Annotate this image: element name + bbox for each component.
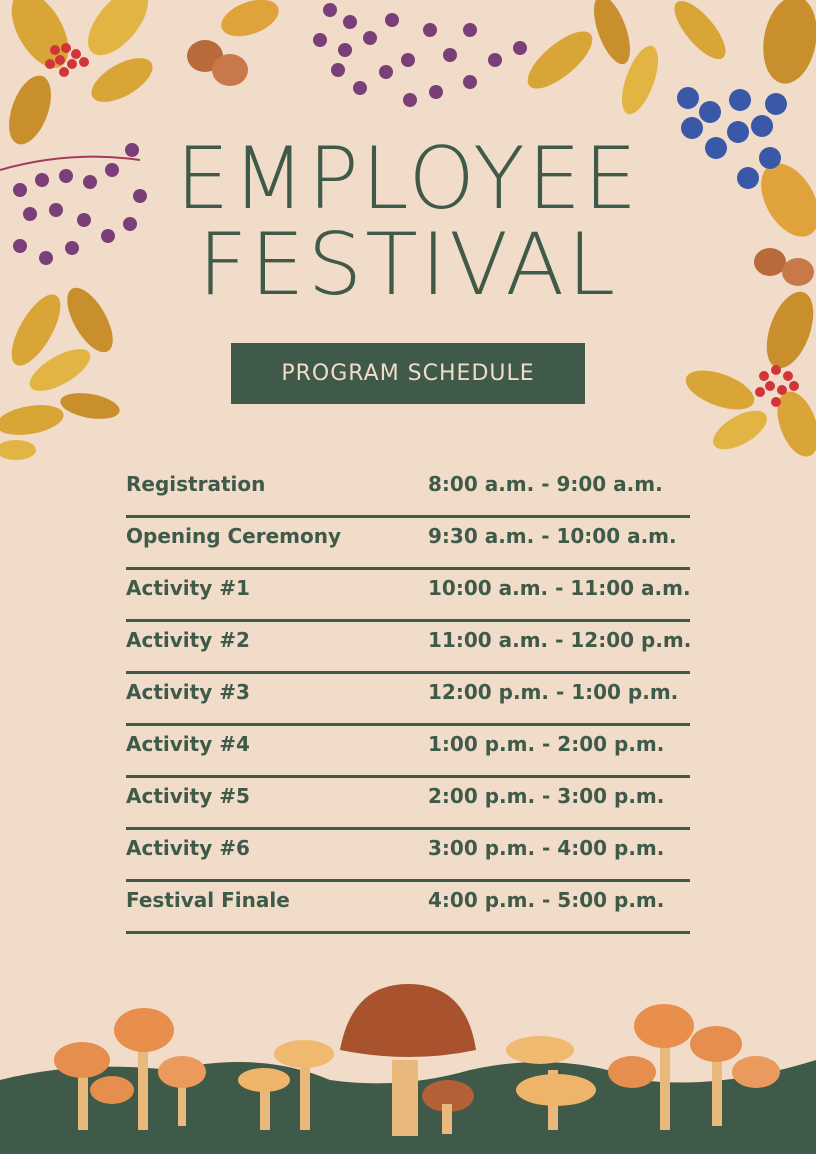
- event-name: Opening Ceremony: [126, 524, 342, 548]
- event-time: 3:00 p.m. - 4:00 p.m.: [428, 836, 665, 860]
- event-time: 1:00 p.m. - 2:00 p.m.: [428, 732, 665, 756]
- schedule-row: [126, 830, 690, 882]
- program-schedule-badge: PROGRAM SCHEDULE: [231, 343, 585, 404]
- event-name: Activity #4: [126, 732, 250, 756]
- leaf-cluster-right: [681, 286, 816, 463]
- event-time: 4:00 p.m. - 5:00 p.m.: [428, 888, 665, 912]
- event-name: Activity #5: [126, 784, 250, 808]
- schedule-row: [126, 622, 690, 674]
- event-name: Festival Finale: [126, 888, 290, 912]
- event-time: 11:00 a.m. - 12:00 p.m.: [428, 628, 692, 652]
- schedule-row: [126, 882, 690, 934]
- schedule-row: [126, 570, 690, 622]
- schedule-row: [126, 778, 690, 830]
- event-time: 9:30 a.m. - 10:00 a.m.: [428, 524, 677, 548]
- event-name: Activity #3: [126, 680, 250, 704]
- schedule-row: [126, 674, 690, 726]
- event-time: 2:00 p.m. - 3:00 p.m.: [428, 784, 665, 808]
- title-line-1: EMPLOYEE: [176, 129, 640, 229]
- schedule-row: [126, 466, 690, 518]
- event-time: 12:00 p.m. - 1:00 p.m.: [428, 680, 679, 704]
- purple-berries-top: [313, 3, 527, 107]
- event-name: Registration: [126, 472, 266, 496]
- title-line-2: FESTIVAL: [197, 215, 619, 315]
- event-time: 8:00 a.m. - 9:00 a.m.: [428, 472, 663, 496]
- event-time: 10:00 a.m. - 11:00 a.m.: [428, 576, 691, 600]
- event-name: Activity #1: [126, 576, 250, 600]
- event-name: Activity #2: [126, 628, 250, 652]
- event-name: Activity #6: [126, 836, 250, 860]
- schedule-row: [126, 518, 690, 570]
- schedule-row: [126, 726, 690, 778]
- red-berries-top-left: [45, 43, 89, 77]
- schedule-table: [126, 466, 690, 934]
